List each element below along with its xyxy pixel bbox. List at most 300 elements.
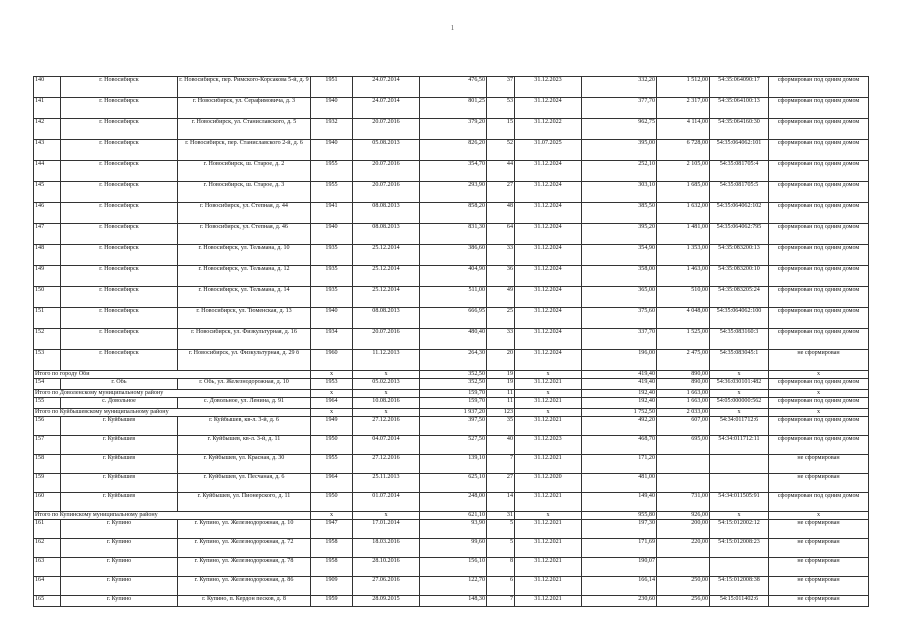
cell-address: г. Новосибирск, ш. Старое, д. 2 <box>178 161 311 182</box>
cell-deadline: 31.12.2024 <box>515 266 582 287</box>
cell-land-status: сформирован под одним домом <box>769 161 869 182</box>
cell-area-living: 377,70 <box>582 98 657 119</box>
cell-row-number: 161 <box>34 520 61 539</box>
cell-land-area: 256,00 <box>657 596 710 607</box>
cell-date: 08.08.2013 <box>353 224 420 245</box>
cell-residents: 19 <box>487 379 515 390</box>
table-row <box>34 558 869 577</box>
cell-residents: 27 <box>487 182 515 203</box>
cell-land-area: 4 048,00 <box>657 308 710 329</box>
cell-deadline: 31.12.2024 <box>515 350 582 371</box>
cell-row-number: 148 <box>34 245 61 266</box>
cell-area-living: 358,00 <box>582 266 657 287</box>
cell-date: 17.01.2014 <box>353 520 420 539</box>
cell-land-area: 4 114,00 <box>657 119 710 140</box>
subtotal-label: Итого по Куйбышевскому муниципальному району <box>34 409 311 417</box>
subtotal-area-living: 1 752,50 <box>582 409 657 417</box>
cell-land-status: сформирован под одним домом <box>769 417 869 436</box>
cell-cadastral-number: 54:35:083200:10 <box>710 266 769 287</box>
cell-area: 404,90 <box>420 266 487 287</box>
cell-row-number: 165 <box>34 596 61 607</box>
subtotal-label: Итого по Доволенскому муниципальному району <box>34 390 311 398</box>
cell-date: 20.07.2016 <box>353 161 420 182</box>
cell-address: с. Довольное, ул. Ленина, д. 91 <box>178 398 311 409</box>
cell-row-number: 142 <box>34 119 61 140</box>
cell-deadline: 31.12.2024 <box>515 161 582 182</box>
cell-deadline: 31.12.2024 <box>515 98 582 119</box>
cell-deadline: 31.12.2024 <box>515 329 582 350</box>
subtotal-label: Итого по Купинскому муниципальному району <box>34 512 311 520</box>
cell-area: 352,50 <box>420 379 487 390</box>
cell-cadastral-number <box>710 474 769 493</box>
cell-deadline: 31.12.2021 <box>515 577 582 596</box>
cell-row-number: 144 <box>34 161 61 182</box>
cell-year-built: 1964 <box>311 474 353 493</box>
cell-year-built: 1955 <box>311 161 353 182</box>
cell-land-area: 731,00 <box>657 493 710 512</box>
cell-date: 27.12.2016 <box>353 455 420 474</box>
cell-settlement: г. Куйбышев <box>61 417 178 436</box>
cell-residents: 5 <box>487 539 515 558</box>
cell-date: 04.07.2014 <box>353 436 420 455</box>
cell-settlement: г. Купино <box>61 558 178 577</box>
cell-deadline: 31.12.2021 <box>515 558 582 577</box>
cell-year-built: 1955 <box>311 455 353 474</box>
cell-cadastral-number: 54:15:012008:23 <box>710 539 769 558</box>
cell-land-area: 1 481,00 <box>657 224 710 245</box>
subtotal-residents: 31 <box>487 512 515 520</box>
cell-area-living: 419,40 <box>582 379 657 390</box>
cell-date: 27.12.2016 <box>353 417 420 436</box>
cell-settlement: г. Новосибирск <box>61 350 178 371</box>
cell-area-living: 468,70 <box>582 436 657 455</box>
cell-land-area: 695,00 <box>657 436 710 455</box>
cell-deadline: 31.12.2020 <box>515 474 582 493</box>
cell-address: г. Куйбышев, ул. Песчаная, д. 6 <box>178 474 311 493</box>
cell-land-area: 1 685,00 <box>657 182 710 203</box>
cell-address: г. Куйбышев, ул. Пионерского, д. 11 <box>178 493 311 512</box>
cell-deadline: 31.12.2024 <box>515 224 582 245</box>
cell-area-living: 332,20 <box>582 77 657 98</box>
cell-year-built: 1934 <box>311 329 353 350</box>
subtotal-residents: 123 <box>487 409 515 417</box>
cell-address: г. Новосибирск, ш. Старое, д. 3 <box>178 182 311 203</box>
table-row <box>34 119 869 140</box>
cell-year-built: 1940 <box>311 98 353 119</box>
cell-cadastral-number: 54:15:012002:12 <box>710 520 769 539</box>
cell-deadline: 31.12.2021 <box>515 398 582 409</box>
cell-row-number: 153 <box>34 350 61 371</box>
table-row <box>34 224 869 245</box>
subtotal-row <box>34 390 869 398</box>
cell-cadastral-number: 54:36:030101:482 <box>710 379 769 390</box>
cell-residents: 8 <box>487 558 515 577</box>
table-row <box>34 182 869 203</box>
cell-address: г. Новосибирск, ул. Тельмана, д. 10 <box>178 245 311 266</box>
subtotal-cadastral-number: x <box>710 390 769 398</box>
cell-land-area: 1 632,00 <box>657 203 710 224</box>
cell-land-area: 220,00 <box>657 539 710 558</box>
housing-register-table <box>33 76 869 607</box>
cell-year-built: 1951 <box>311 77 353 98</box>
cell-year-built: 1950 <box>311 436 353 455</box>
cell-row-number: 159 <box>34 474 61 493</box>
subtotal-row <box>34 371 869 379</box>
cell-land-status: сформирован под одним домом <box>769 119 869 140</box>
cell-area: 527,50 <box>420 436 487 455</box>
cell-deadline: 31.12.2024 <box>515 287 582 308</box>
cell-date: 25.12.2014 <box>353 245 420 266</box>
subtotal-year-built: x <box>311 512 353 520</box>
cell-land-area: 510,00 <box>657 287 710 308</box>
cell-settlement: г. Новосибирск <box>61 224 178 245</box>
subtotal-deadline: x <box>515 512 582 520</box>
subtotal-year-built: x <box>311 390 353 398</box>
cell-residents: 53 <box>487 98 515 119</box>
cell-settlement: г. Новосибирск <box>61 77 178 98</box>
cell-deadline: 31.12.2024 <box>515 308 582 329</box>
cell-residents: 37 <box>487 77 515 98</box>
cell-residents: 36 <box>487 266 515 287</box>
subtotal-deadline: x <box>515 371 582 379</box>
cell-area-living: 303,10 <box>582 182 657 203</box>
cell-area: 831,30 <box>420 224 487 245</box>
cell-land-area: 250,00 <box>657 577 710 596</box>
cell-settlement: г. Новосибирск <box>61 140 178 161</box>
cell-land-area <box>657 455 710 474</box>
cell-cadastral-number: 54:35:083160:3 <box>710 329 769 350</box>
cell-area-living: 481,00 <box>582 474 657 493</box>
table-row <box>34 245 869 266</box>
cell-year-built: 1950 <box>311 493 353 512</box>
subtotal-area-living: 192,40 <box>582 390 657 398</box>
cell-cadastral-number: 54:35:083205:24 <box>710 287 769 308</box>
cell-land-status: не сформирован <box>769 474 869 493</box>
cell-year-built: 1959 <box>311 596 353 607</box>
cell-residents: 40 <box>487 436 515 455</box>
cell-area: 93,90 <box>420 520 487 539</box>
cell-residents: 35 <box>487 417 515 436</box>
table-row <box>34 203 869 224</box>
subtotal-deadline: x <box>515 409 582 417</box>
cell-row-number: 141 <box>34 98 61 119</box>
table-row <box>34 436 869 455</box>
cell-row-number: 164 <box>34 577 61 596</box>
cell-cadastral-number: 54:35:064062:101 <box>710 140 769 161</box>
cell-deadline: 31.12.2024 <box>515 182 582 203</box>
cell-land-status: не сформирован <box>769 558 869 577</box>
cell-cadastral-number <box>710 558 769 577</box>
subtotal-date: x <box>353 390 420 398</box>
cell-cadastral-number: 54:35:064100:13 <box>710 98 769 119</box>
cell-date: 24.07.2014 <box>353 98 420 119</box>
cell-area-living: 962,75 <box>582 119 657 140</box>
subtotal-residents: 11 <box>487 390 515 398</box>
cell-cadastral-number: 54:15:011402:6 <box>710 596 769 607</box>
cell-area-living: 354,90 <box>582 245 657 266</box>
cell-land-status: сформирован под одним домом <box>769 77 869 98</box>
cell-residents: 52 <box>487 140 515 161</box>
subtotal-residents: 19 <box>487 371 515 379</box>
cell-area-living: 395,20 <box>582 224 657 245</box>
cell-row-number: 146 <box>34 203 61 224</box>
cell-area-living: 171,69 <box>582 539 657 558</box>
cell-area-living: 190,07 <box>582 558 657 577</box>
table-row <box>34 539 869 558</box>
cell-date: 25.12.2014 <box>353 287 420 308</box>
table-row <box>34 417 869 436</box>
cell-year-built: 1935 <box>311 266 353 287</box>
cell-date: 08.08.2013 <box>353 308 420 329</box>
cell-cadastral-number: 54:15:012008:38 <box>710 577 769 596</box>
cell-year-built: 1953 <box>311 379 353 390</box>
cell-land-area: 2 475,00 <box>657 350 710 371</box>
table-row <box>34 577 869 596</box>
cell-cadastral-number: 54:34:011712:6 <box>710 417 769 436</box>
cell-date: 05.02.2013 <box>353 379 420 390</box>
cell-row-number: 154 <box>34 379 61 390</box>
cell-year-built: 1935 <box>311 245 353 266</box>
cell-deadline: 31.12.2024 <box>515 245 582 266</box>
cell-deadline: 31.07.2025 <box>515 140 582 161</box>
cell-row-number: 150 <box>34 287 61 308</box>
cell-residents: 44 <box>487 161 515 182</box>
subtotal-area: 1 937,20 <box>420 409 487 417</box>
table-row <box>34 98 869 119</box>
subtotal-label: Итого по городу Оби <box>34 371 311 379</box>
cell-area: 476,50 <box>420 77 487 98</box>
cell-area: 511,00 <box>420 287 487 308</box>
cell-year-built: 1964 <box>311 398 353 409</box>
cell-land-status: сформирован под одним домом <box>769 436 869 455</box>
table-row <box>34 266 869 287</box>
cell-address: г. Куйбышев, кв-л. 3-й, д. 6 <box>178 417 311 436</box>
cell-settlement: г. Новосибирск <box>61 287 178 308</box>
cell-residents: 49 <box>487 287 515 308</box>
cell-settlement: г. Куйбышев <box>61 474 178 493</box>
cell-settlement: г. Новосибирск <box>61 266 178 287</box>
cell-area: 386,60 <box>420 245 487 266</box>
cell-land-status: не сформирован <box>769 455 869 474</box>
cell-date: 20.07.2016 <box>353 182 420 203</box>
cell-land-status: сформирован под одним домом <box>769 203 869 224</box>
cell-row-number: 143 <box>34 140 61 161</box>
cell-cadastral-number: 54:34:011712:11 <box>710 436 769 455</box>
cell-residents: 7 <box>487 596 515 607</box>
cell-address: г. Новосибирск, ул. Степная, д. 46 <box>178 224 311 245</box>
cell-deadline: 31.12.2021 <box>515 379 582 390</box>
cell-area: 99,60 <box>420 539 487 558</box>
subtotal-cadastral-number: x <box>710 409 769 417</box>
table-row <box>34 493 869 512</box>
cell-area: 159,70 <box>420 398 487 409</box>
cell-settlement: г. Новосибирск <box>61 119 178 140</box>
table-row <box>34 398 869 409</box>
cell-land-area: 1 353,00 <box>657 245 710 266</box>
subtotal-date: x <box>353 409 420 417</box>
cell-settlement: г. Новосибирск <box>61 203 178 224</box>
cell-cadastral-number: 54:35:083200:13 <box>710 245 769 266</box>
cell-address: г. Куйбышев, кв-л. 3-й, д. 11 <box>178 436 311 455</box>
cell-address: г. Новосибирск, ул. Тельмана, д. 12 <box>178 266 311 287</box>
subtotal-area-living: 419,40 <box>582 371 657 379</box>
cell-area-living: 192,40 <box>582 398 657 409</box>
cell-area: 826,20 <box>420 140 487 161</box>
cell-address: г. Куйбышев, ул. Красная, д. 30 <box>178 455 311 474</box>
cell-year-built: 1940 <box>311 224 353 245</box>
cell-date: 28.09.2015 <box>353 596 420 607</box>
cell-residents: 27 <box>487 474 515 493</box>
cell-date: 28.10.2016 <box>353 558 420 577</box>
cell-date: 24.07.2014 <box>353 77 420 98</box>
cell-date: 25.12.2014 <box>353 266 420 287</box>
cell-residents: 11 <box>487 398 515 409</box>
cell-address: г. Купино, ул. Железнодорожная, д. 78 <box>178 558 311 577</box>
cell-settlement: г. Новосибирск <box>61 245 178 266</box>
cell-deadline: 31.12.2023 <box>515 436 582 455</box>
cell-area-living: 197,30 <box>582 520 657 539</box>
cell-land-status: сформирован под одним домом <box>769 379 869 390</box>
subtotal-date: x <box>353 512 420 520</box>
table-row <box>34 140 869 161</box>
cell-year-built: 1909 <box>311 577 353 596</box>
cell-residents: 5 <box>487 520 515 539</box>
cell-area: 379,20 <box>420 119 487 140</box>
cell-area-living: 395,00 <box>582 140 657 161</box>
cell-area-living: 171,20 <box>582 455 657 474</box>
cell-deadline: 31.12.2021 <box>515 493 582 512</box>
cell-residents: 14 <box>487 493 515 512</box>
cell-deadline: 31.12.2021 <box>515 539 582 558</box>
subtotal-date: x <box>353 371 420 379</box>
cell-year-built: 1935 <box>311 287 353 308</box>
cell-row-number: 152 <box>34 329 61 350</box>
cell-settlement: г. Куйбышев <box>61 436 178 455</box>
cell-deadline: 31.12.2024 <box>515 203 582 224</box>
cell-cadastral-number: 54:35:081705:4 <box>710 161 769 182</box>
cell-land-status: не сформирован <box>769 520 869 539</box>
subtotal-land-area: 926,00 <box>657 512 710 520</box>
cell-date: 18.03.2016 <box>353 539 420 558</box>
cell-year-built: 1949 <box>311 417 353 436</box>
cell-settlement: г. Куйбышев <box>61 493 178 512</box>
subtotal-year-built: x <box>311 371 353 379</box>
subtotal-land-area: 890,00 <box>657 371 710 379</box>
subtotal-area: 159,70 <box>420 390 487 398</box>
cell-cadastral-number: 54:05:000000:562 <box>710 398 769 409</box>
cell-area: 480,40 <box>420 329 487 350</box>
cell-land-area: 200,00 <box>657 520 710 539</box>
cell-area: 122,70 <box>420 577 487 596</box>
cell-year-built: 1955 <box>311 182 353 203</box>
cell-cadastral-number: 54:34:011505:91 <box>710 493 769 512</box>
cell-area-living: 365,00 <box>582 287 657 308</box>
cell-area-living: 252,10 <box>582 161 657 182</box>
cell-row-number: 140 <box>34 77 61 98</box>
table-row <box>34 379 869 390</box>
cell-address: г. Новосибирск, ул. Физкультурная, д. 29 б <box>178 350 311 371</box>
cell-area: 354,70 <box>420 161 487 182</box>
cell-address: г. Новосибирск, ул. Тельмана, д. 14 <box>178 287 311 308</box>
table-row <box>34 77 869 98</box>
cell-year-built: 1960 <box>311 350 353 371</box>
cell-area: 248,00 <box>420 493 487 512</box>
cell-row-number: 151 <box>34 308 61 329</box>
cell-row-number: 145 <box>34 182 61 203</box>
cell-land-status: сформирован под одним домом <box>769 308 869 329</box>
cell-deadline: 31.12.2021 <box>515 596 582 607</box>
cell-residents: 20 <box>487 350 515 371</box>
cell-address: г. Новосибирск, ул. Станиславского, д. 5 <box>178 119 311 140</box>
cell-area-living: 149,40 <box>582 493 657 512</box>
cell-land-status: сформирован под одним домом <box>769 245 869 266</box>
cell-settlement: г. Купино <box>61 539 178 558</box>
table-row <box>34 287 869 308</box>
subtotal-cadastral-number: x <box>710 512 769 520</box>
cell-address: г. Новосибирск, ул. Тюменская, д. 13 <box>178 308 311 329</box>
cell-residents: 64 <box>487 224 515 245</box>
cell-settlement: г. Купино <box>61 596 178 607</box>
cell-row-number: 160 <box>34 493 61 512</box>
subtotal-land-area: 2 033,00 <box>657 409 710 417</box>
cell-year-built: 1940 <box>311 308 353 329</box>
subtotal-deadline: x <box>515 390 582 398</box>
subtotal-land-status: x <box>769 371 869 379</box>
subtotal-cadastral-number: x <box>710 371 769 379</box>
cell-address: г. Новосибирск, ул. Степная, д. 44 <box>178 203 311 224</box>
subtotal-area: 352,50 <box>420 371 487 379</box>
cell-land-area: 1 525,00 <box>657 329 710 350</box>
cell-year-built: 1940 <box>311 140 353 161</box>
cell-land-area: 1 512,00 <box>657 77 710 98</box>
cell-address: г. Купино, ул. Железнодорожная, д. 72 <box>178 539 311 558</box>
cell-date: 10.08.2016 <box>353 398 420 409</box>
cell-land-status: сформирован под одним домом <box>769 140 869 161</box>
cell-area: 397,50 <box>420 417 487 436</box>
cell-area: 156,10 <box>420 558 487 577</box>
cell-settlement: г. Новосибирск <box>61 308 178 329</box>
cell-land-area: 2 317,00 <box>657 98 710 119</box>
cell-deadline: 31.12.2021 <box>515 520 582 539</box>
cell-settlement: г. Куйбышев <box>61 455 178 474</box>
cell-area-living: 196,00 <box>582 350 657 371</box>
cell-area: 148,30 <box>420 596 487 607</box>
cell-cadastral-number: 54:35:064160:30 <box>710 119 769 140</box>
cell-cadastral-number <box>710 455 769 474</box>
cell-deadline: 31.12.2023 <box>515 77 582 98</box>
table-body <box>34 77 869 607</box>
cell-address: г. Купино, ул. Железнодорожная, д. 10 <box>178 520 311 539</box>
cell-land-area: 890,00 <box>657 379 710 390</box>
cell-residents: 6 <box>487 577 515 596</box>
cell-address: г. Новосибирск, пер. Станиславского 2-й, д. 6 <box>178 140 311 161</box>
cell-land-status: сформирован под одним домом <box>769 398 869 409</box>
table-row <box>34 161 869 182</box>
cell-land-area: 607,00 <box>657 417 710 436</box>
table-row <box>34 350 869 371</box>
cell-address: г. Новосибирск, пер. Римского-Корсакова 5-й, д. 9 <box>178 77 311 98</box>
cell-land-status: сформирован под одним домом <box>769 98 869 119</box>
cell-settlement: г. Купино <box>61 520 178 539</box>
cell-deadline: 31.12.2022 <box>515 119 582 140</box>
table-row <box>34 308 869 329</box>
cell-cadastral-number: 54:35:081705:5 <box>710 182 769 203</box>
cell-settlement: г. Новосибирск <box>61 329 178 350</box>
cell-date: 11.12.2013 <box>353 350 420 371</box>
cell-date: 25.11.2013 <box>353 474 420 493</box>
subtotal-land-status: x <box>769 512 869 520</box>
cell-year-built: 1932 <box>311 119 353 140</box>
